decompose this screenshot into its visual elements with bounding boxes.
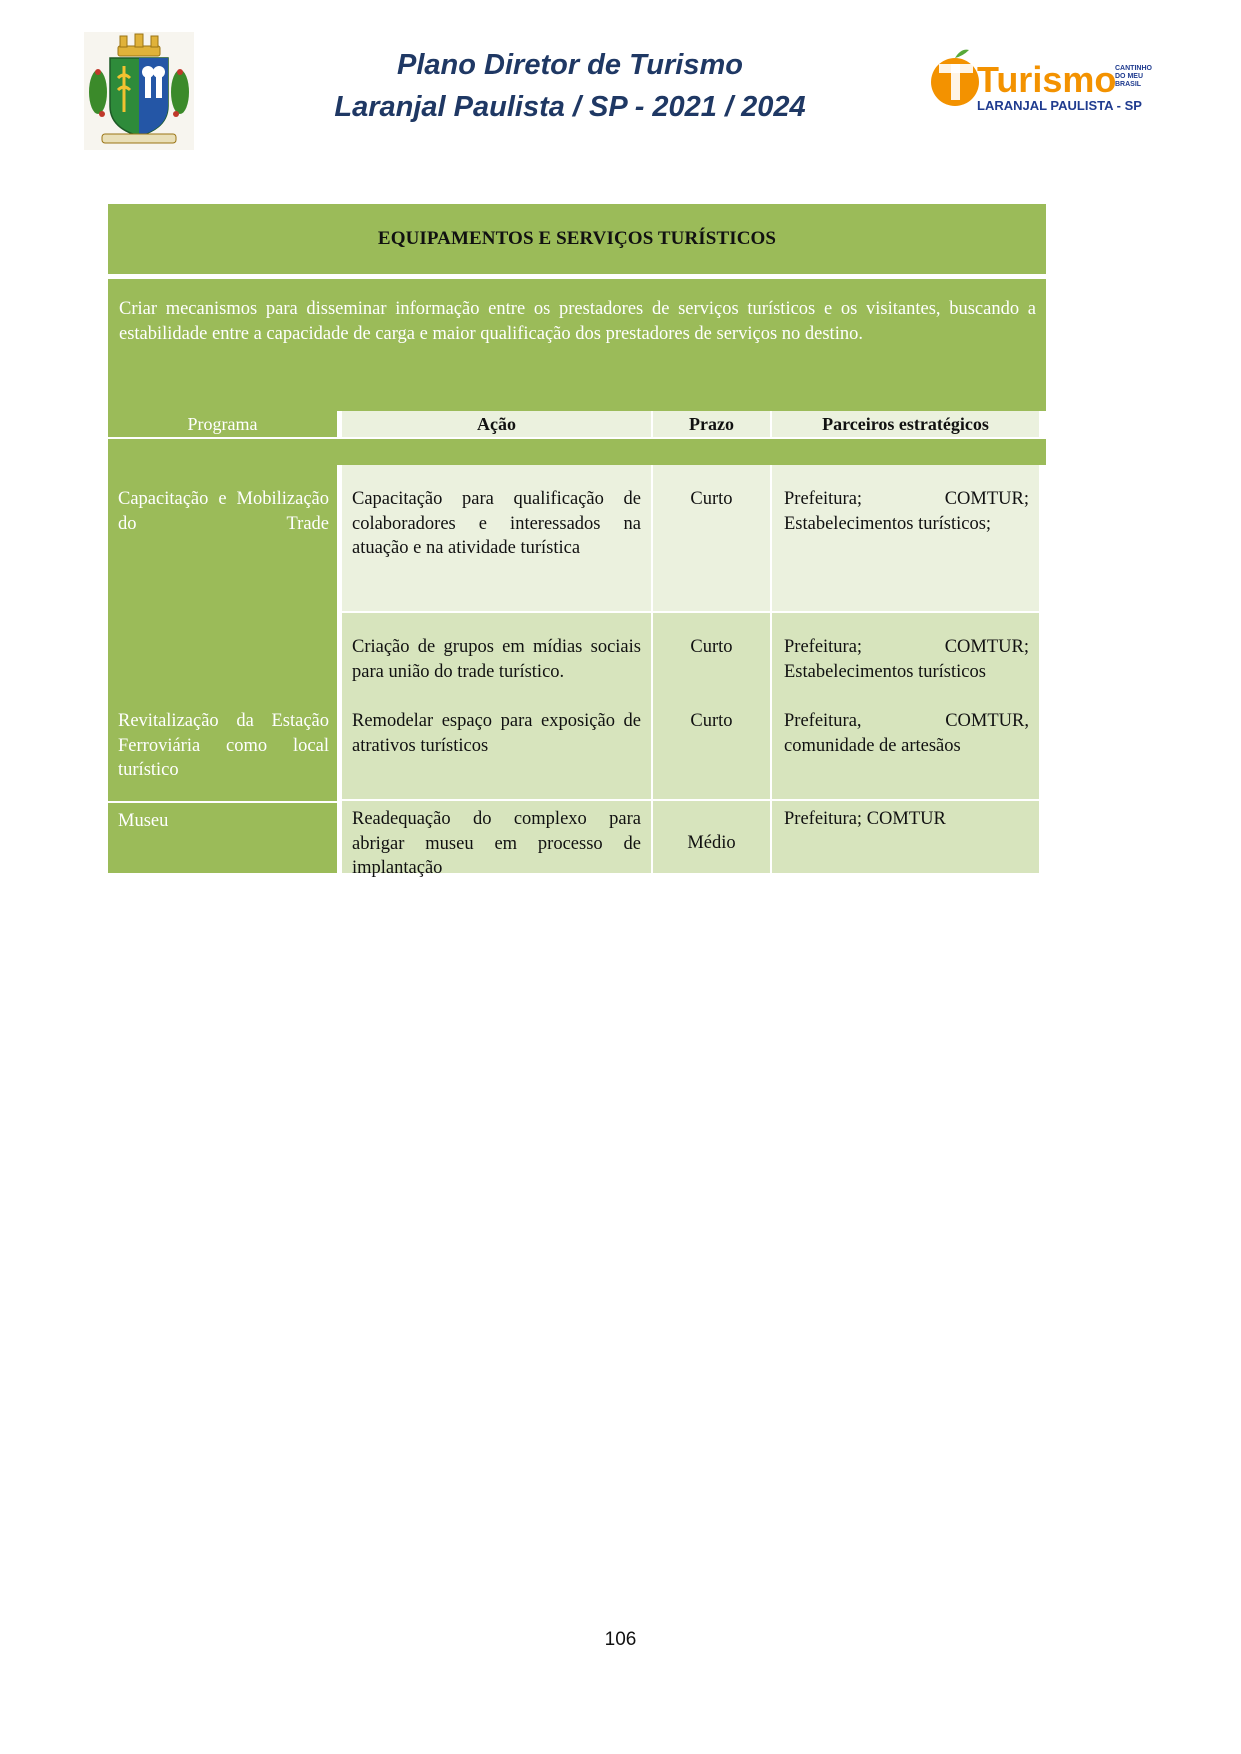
turismo-logo <box>925 42 1160 122</box>
table-cell-parceiros: Prefeitura; COMTUR; Estabelecimentos turísticos <box>772 613 1039 709</box>
table-body <box>108 465 1046 878</box>
tourism-action-table <box>108 204 1046 878</box>
logo-subtitle: LARANJAL PAULISTA - SP <box>977 98 1142 113</box>
column-header-programa: Programa <box>108 411 337 437</box>
table-cell-parceiros: Prefeitura; COMTUR <box>772 801 1039 873</box>
table-cell-acao: Readequação do complexo para abrigar museu em processo de implantação <box>342 801 651 873</box>
header-title-line-2: Laranjal Paulista / SP - 2021 / 2024 <box>334 91 806 123</box>
table-objective: Criar mecanismos para disseminar informação entre os prestadores de serviços turísticos e os visitantes, buscando a estabilidade entre a capacidade de carga e maior qualificação dos prestadores de serviços no destino. <box>108 279 1046 411</box>
table-cell-parceiros: Prefeitura; COMTUR; Estabelecimentos turísticos; <box>772 465 1039 611</box>
orange-fruit-icon <box>931 50 979 106</box>
table-cell-programa: Capacitação e Mobilização do Trade <box>108 465 337 709</box>
header-title-line-1: Plano Diretor de Turismo <box>397 49 743 81</box>
column-header-prazo: Prazo <box>653 411 770 437</box>
column-header-parceiros: Parceiros estratégicos <box>772 411 1039 437</box>
table-cell-parceiros: Prefeitura, COMTUR, comunidade de artesãos <box>772 709 1039 799</box>
page-number: 106 <box>604 1629 637 1650</box>
table-cell-programa: Revitalização da Estação Ferroviária como local turístico <box>108 709 337 801</box>
table-cell-prazo: Curto <box>653 613 770 709</box>
document-header-title <box>260 44 880 128</box>
table-cell-programa: Museu <box>108 801 337 873</box>
table-cell-acao: Remodelar espaço para exposição de atrativos turísticos <box>342 709 651 799</box>
table-header-row <box>108 411 1046 437</box>
municipal-coat-of-arms-icon <box>84 32 194 150</box>
column-header-acao: Ação <box>342 411 651 437</box>
table-cell-acao: Criação de grupos em mídias sociais para união do trade turístico. <box>342 613 651 709</box>
table-cell-prazo: Médio <box>653 801 770 873</box>
table-cell-acao: Capacitação para qualificação de colaboradores e interessados na atuação e na atividade turística <box>342 465 651 611</box>
table-title: EQUIPAMENTOS E SERVIÇOS TURÍSTICOS <box>108 204 1046 274</box>
logo-tagline: CANTINHO DO MEU BRASIL <box>1115 65 1152 88</box>
table-spacer-row <box>108 439 1046 465</box>
table-cell-prazo: Curto <box>653 709 770 799</box>
table-cell-prazo: Curto <box>653 465 770 611</box>
logo-word: Turismo <box>977 59 1117 100</box>
